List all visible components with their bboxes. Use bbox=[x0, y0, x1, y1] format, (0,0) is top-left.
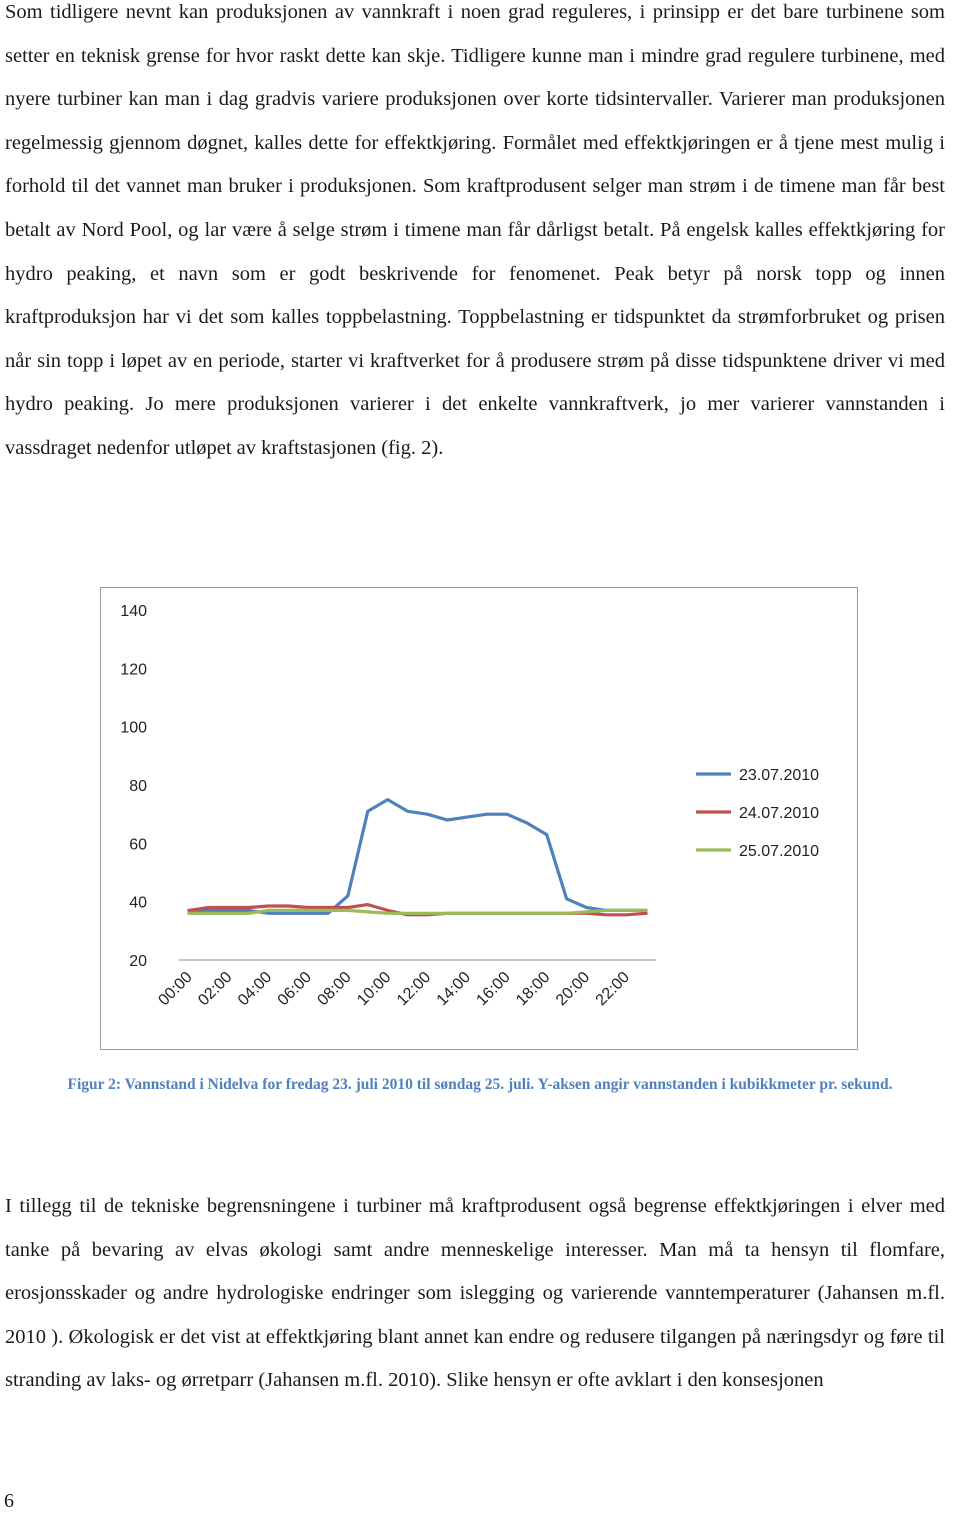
x-tick-label: 08:00 bbox=[314, 968, 355, 1010]
x-tick-label: 20:00 bbox=[552, 968, 594, 1010]
body-paragraph-1: Som tidligere nevnt kan produksjonen av vannkraft i noen grad reguleres, i prinsipp er det bare turbinene som setter en teknisk grense for hvor raskt dette kan skje. Tidligere kunne man i mindre grad regulere turbinene, med nyere turbiner kan man i dag gradvis variere produksjonen over korte tidsintervaller. Varierer man produksjonen regelmessig gjennom døgnet, kalles dette for effektkjøring. Formålet med effektkjøringen er å tjene mest mulig i forhold til det vannet man bruker i produksjonen. Som kraftprodusent selger man strøm i de timene man får best betalt av Nord Pool, og lar være å selge strøm i timene man får dårligst betalt. På engelsk kalles effektkjøring for hydro peaking, et navn som er godt beskrivende for fenomenet. Peak betyr på norsk topp og innen kraftproduksjon har vi det som kalles toppbelastning. Toppbelastning er tidspunktet da strømforbruket og prisen når sin topp i løpet av en periode, starter vi kraftverket for å produsere strøm på disse tidspunktene driver vi med hydro peaking. Jo mere produksjonen varierer i det enkelte vannkraftverk, jo mer varierer vannstanden i vassdraget nedenfor utløpet av kraftstasjonen (fig. 2). bbox=[5, 1, 945, 459]
x-tick-label: 16:00 bbox=[473, 968, 514, 1010]
x-tick-label: 00:00 bbox=[155, 968, 196, 1010]
x-tick-label: 18:00 bbox=[513, 968, 554, 1010]
x-tick-label: 02:00 bbox=[195, 968, 236, 1010]
x-tick-label: 10:00 bbox=[354, 968, 395, 1010]
legend-label-1: 23.07.2010 bbox=[739, 767, 820, 784]
legend-label-3: 25.07.2010 bbox=[739, 843, 820, 860]
x-tick-label: 22:00 bbox=[592, 968, 634, 1010]
y-tick-label: 60 bbox=[129, 836, 147, 854]
y-tick-label: 20 bbox=[129, 953, 147, 970]
y-tick-label: 140 bbox=[120, 603, 147, 620]
x-tick-label: 06:00 bbox=[274, 968, 316, 1010]
body-paragraph-2: I tillegg til de tekniske begrensningene i turbiner må kraftprodusent også begrense effektkjøringen i elver med tanke på bevaring av elvas økologi samt andre menneskelige interesser. Man må ta hensyn til flomfare, erosjonsskader og andre hydrologiske endringer som islegging og varierende vanntemperaturer (Jahansen m.fl. 2010 ). Økologisk er det vist at effektkjøring blant annet kan endre og redusere tilgangen på næringsdyr og føre til stranding av laks- og ørretparr (Jahansen m.fl. 2010). Slike hensyn er ofte avklart i den konsesjonen bbox=[5, 1195, 945, 1392]
x-tick-label: 14:00 bbox=[433, 968, 475, 1010]
legend-label-2: 24.07.2010 bbox=[739, 805, 820, 822]
y-tick-label: 40 bbox=[129, 894, 147, 912]
chart-canvas bbox=[101, 588, 857, 1049]
x-tick-label: 04:00 bbox=[234, 968, 276, 1010]
water-level-chart bbox=[100, 587, 858, 1050]
series-line-3 bbox=[189, 910, 646, 913]
series-line-1 bbox=[189, 800, 646, 914]
figure-caption: Figur 2: Vannstand i Nidelva for fredag 23. juli 2010 til søndag 25. juli. Y-aksen angir vannstanden i kubikkmeter pr. sekund. bbox=[67, 1076, 893, 1093]
y-tick-label: 120 bbox=[120, 661, 147, 679]
x-tick-label: 12:00 bbox=[393, 968, 435, 1010]
y-tick-label: 100 bbox=[120, 719, 147, 737]
y-tick-label: 80 bbox=[129, 778, 147, 795]
page-number: 6 bbox=[4, 1490, 14, 1512]
